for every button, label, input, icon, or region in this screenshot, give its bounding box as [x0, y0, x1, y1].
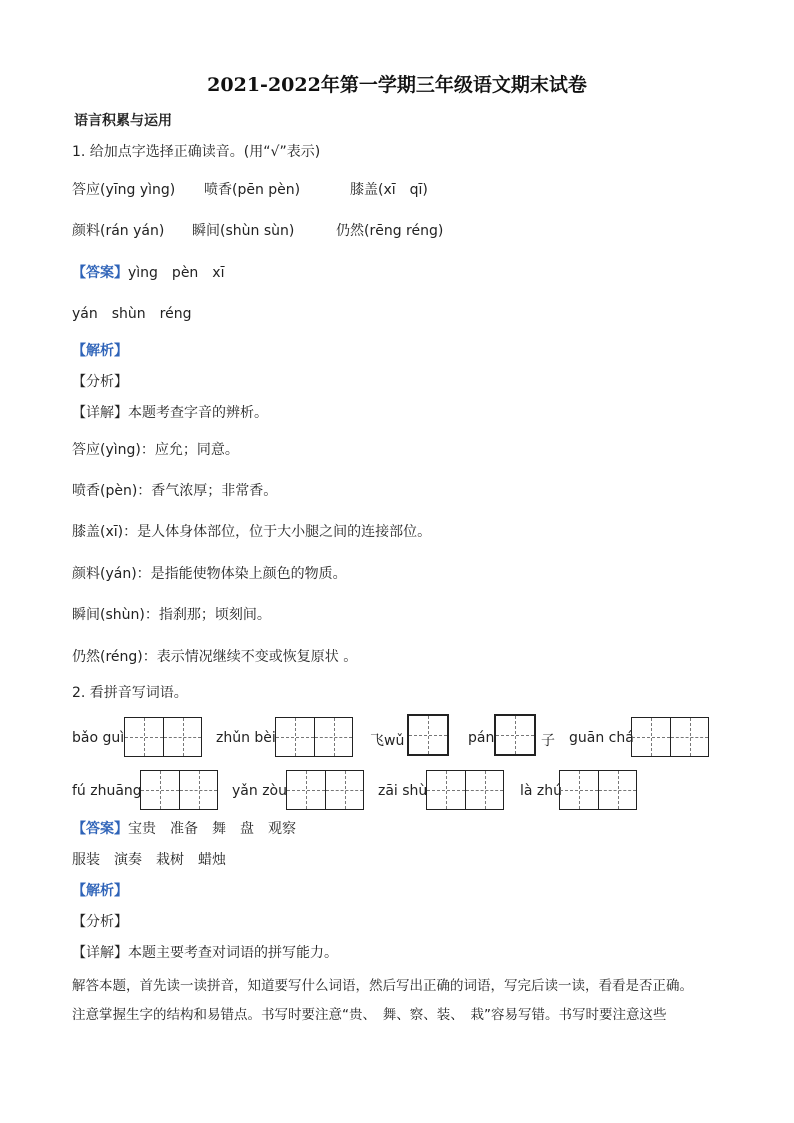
pinyin-label: 飞wǔ [370, 733, 405, 749]
q2-answer-line2: 服装 演奏 栽树 蜡烛 [72, 852, 226, 868]
answer-text: 宝贵 准备 舞 盘 观察 [128, 821, 296, 837]
q2-prompt: 2. 看拼音写词语。 [72, 685, 188, 701]
q1-answer-line2: yán shùn réng [72, 306, 192, 322]
pinyin-label: bǎo guì [72, 730, 125, 746]
q1-item: 仍然(rēng réng) [336, 223, 444, 239]
answer-tag: 【答案】 [72, 821, 128, 837]
q1-answer [72, 262, 224, 282]
explanation-line: 瞬间(shùn)：指刹那；顷刻间。 [72, 607, 271, 623]
page-title: 2021-2022年第一学期三年级语文期末试卷 [207, 74, 587, 96]
analysis-tag: 【解析】 [72, 883, 128, 899]
paragraph: 注意掌握生字的结构和易错点。书写时要注意“贵、 舞、察、装、 栽”容易写错。书写时要注意这些 [72, 1007, 667, 1023]
detail-text: 本题考查字音的辨析。 [128, 405, 268, 421]
section-heading: 语言积累与运用 [74, 113, 172, 129]
explanation-line: 仍然(réng)：表示情况继续不变或恢复原状 。 [72, 649, 358, 665]
writing-grid[interactable] [426, 770, 504, 810]
writing-grid[interactable] [140, 770, 218, 810]
q1-detail [72, 402, 268, 422]
writing-grid[interactable] [275, 717, 353, 757]
writing-grid[interactable] [559, 770, 637, 810]
explanation-line: 颜料(yán)：是指能使物体染上颜色的物质。 [72, 566, 347, 582]
paragraph: 解答本题，首先读一读拼音，知道要写什么词语，然后写出正确的词语，写完后读一读，看看是否正确。 [72, 978, 693, 994]
pinyin-label: fú zhuāng [72, 783, 142, 799]
q1-item: 膝盖(xī qī) [350, 182, 428, 198]
q1-item: 喷香(pēn pèn) [204, 182, 301, 198]
q1-item: 答应(yīng yìng) [72, 182, 176, 198]
explanation-line: 喷香(pèn)：香气浓厚；非常香。 [72, 483, 278, 499]
explanation-line: 膝盖(xī)：是人体身体部位，位于大小腿之间的连接部位。 [72, 524, 432, 540]
writing-grid[interactable] [631, 717, 709, 757]
pinyin-label: yǎn zòu [232, 783, 287, 799]
pinyin-label: zhǔn bèi [216, 730, 276, 746]
q1-item: 瞬间(shùn sùn) [192, 223, 295, 239]
word-suffix: 子 [541, 733, 555, 749]
q2-detail [72, 942, 338, 962]
pinyin-label: pán [468, 730, 495, 746]
q2-answer [72, 818, 296, 838]
explanation-line: 答应(yìng)：应允；同意。 [72, 442, 239, 458]
pinyin-label: là zhú [520, 783, 563, 799]
q1-item: 颜料(rán yán) [72, 223, 165, 239]
detail-text: 本题主要考查对词语的拼写能力。 [128, 945, 338, 961]
writing-grid[interactable] [286, 770, 364, 810]
writing-grid[interactable] [407, 714, 449, 756]
detail-tag: 【详解】 [72, 405, 128, 421]
pinyin-label: zāi shù [378, 783, 428, 799]
writing-grid[interactable] [494, 714, 536, 756]
fenxi-tag: 【分析】 [72, 914, 128, 930]
detail-tag: 【详解】 [72, 945, 128, 961]
answer-text: yìng pèn xī [128, 265, 225, 281]
analysis-tag: 【解析】 [72, 343, 128, 359]
answer-tag: 【答案】 [72, 265, 128, 281]
q1-prompt: 1. 给加点字选择正确读音。(用“√”表示) [72, 144, 321, 160]
pinyin-label: guān chá [569, 730, 634, 746]
writing-grid[interactable] [124, 717, 202, 757]
fenxi-tag: 【分析】 [72, 374, 128, 390]
